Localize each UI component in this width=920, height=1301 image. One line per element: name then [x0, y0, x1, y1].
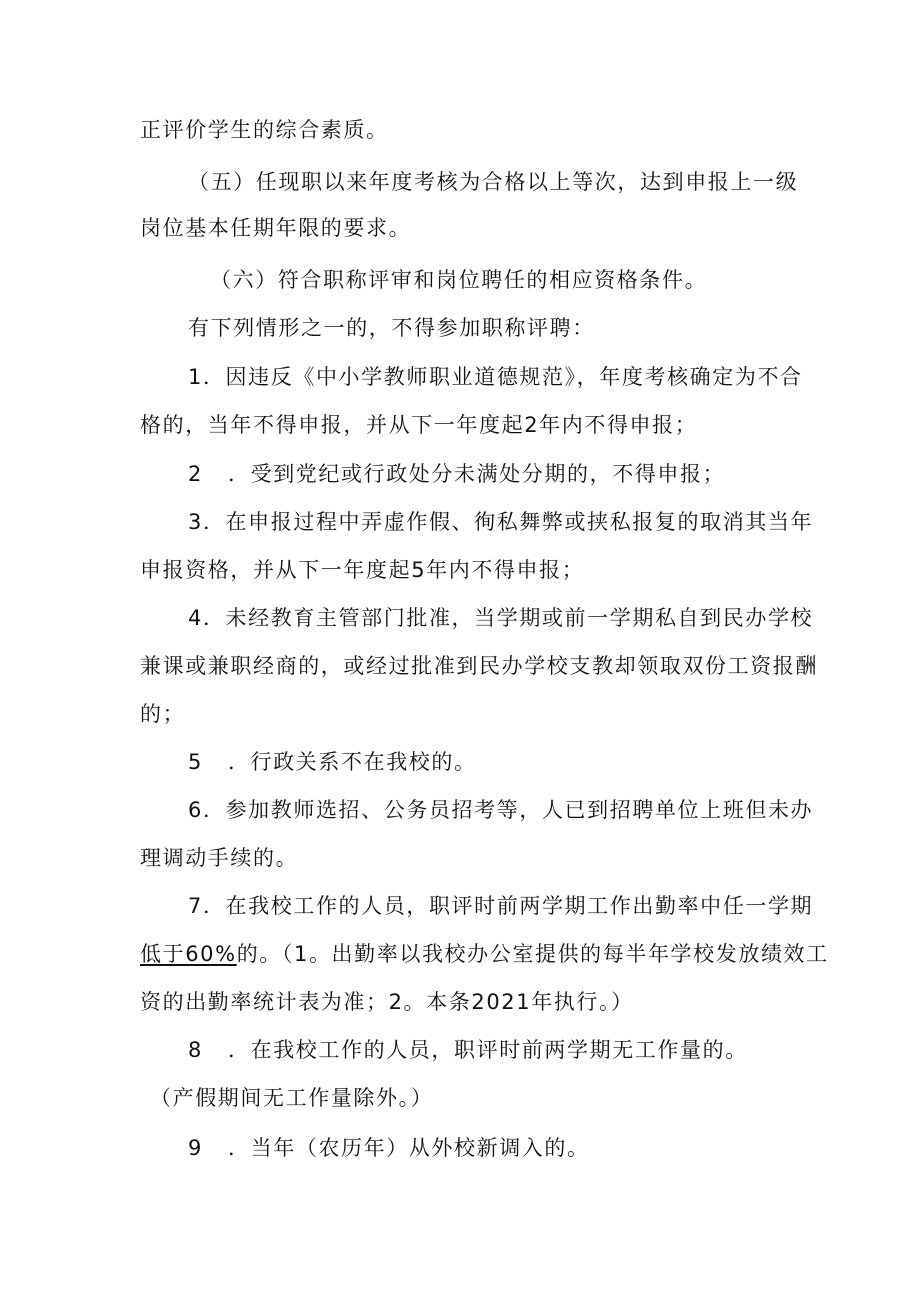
text-line: 资的出勤率统计表为准；2。本条2021年执行。） [140, 990, 634, 1014]
text-line: 3．在申报过程中弄虚作假、徇私舞弊或挟私报复的取消其当年 [188, 510, 814, 534]
list-number: 5 [188, 750, 203, 774]
text-line: ．当年（农历年）从外校新调入的。 [228, 1136, 590, 1160]
text-line: 理调动手续的。 [140, 846, 299, 870]
text-line: 格的，当年不得申报，并从下一年度起2年内不得申报； [140, 413, 698, 437]
text-line: 7．在我校工作的人员，职评时前两学期工作出勤率中任一学期 [188, 894, 814, 918]
list-number: 2 [188, 462, 203, 486]
text-line: 6．参加教师选招、公务员招考等，人已到招聘单位上班但未办 [188, 798, 814, 822]
underlined-text: 低于60% [140, 942, 237, 966]
text-line: 4．未经教育主管部门批准，当学期或前一学期私自到民办学校 [188, 606, 814, 630]
text-line: （产假期间无工作量除外。） [150, 1086, 434, 1110]
text-line: ．受到党纪或行政处分未满处分期的，不得申报； [228, 462, 726, 486]
text-line [140, 944, 829, 965]
text-line: 申报资格，并从下一年度起5年内不得申报； [140, 558, 585, 582]
text-line: （五）任现职以来年度考核为合格以上等次，达到申报上一级 [188, 170, 799, 194]
text-line: 的； [140, 702, 186, 726]
text-line: ．行政关系不在我校的。 [228, 750, 477, 774]
text-line: 有下列情形之一的，不得参加职称评聘： [188, 316, 595, 340]
list-number: 8 [188, 1038, 203, 1062]
text-line: 兼课或兼职经商的，或经过批准到民办学校支教却领取双份工资报酬 [140, 654, 818, 678]
text-line: ．在我校工作的人员，职评时前两学期无工作量的。 [228, 1038, 748, 1062]
list-number: 9 [188, 1136, 203, 1160]
text-line: 正评价学生的综合素质。 [140, 118, 389, 142]
text-line: （六）符合职称评审和岗位聘任的相应资格条件。 [210, 268, 708, 292]
text-run: 的。（1。出勤率以我校办公室提供的每半年学校发放绩效工 [236, 942, 829, 966]
text-line: 岗位基本任期年限的要求。 [140, 216, 412, 240]
text-line: 1．因违反《中小学教师职业道德规范》，年度考核确定为不合 [188, 365, 803, 389]
